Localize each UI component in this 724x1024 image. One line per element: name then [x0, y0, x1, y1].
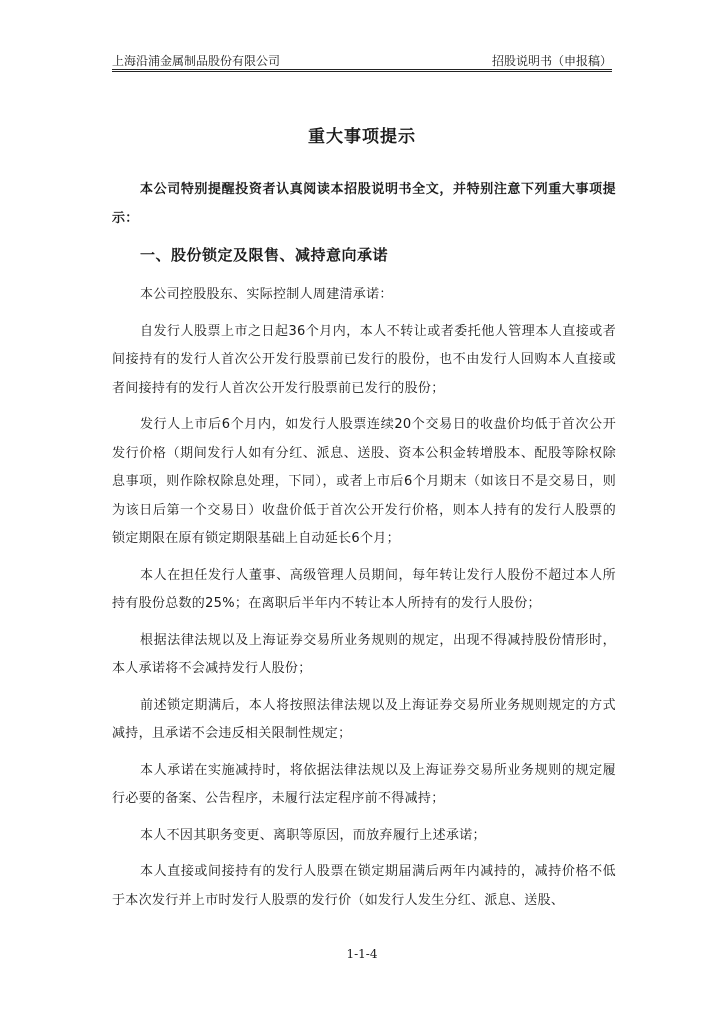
page-header [112, 52, 612, 70]
page-number: 1-1-4 [346, 947, 378, 961]
document-body [112, 176, 616, 923]
body-paragraph: 本人承诺在实施减持时，将依据法律法规以及上海证券交易所业务规则的规定履行必要的备案、公告程序，未履行法定程序前不得减持； [112, 762, 616, 806]
header-divider-secondary [112, 71, 612, 72]
header-company-name: 上海沿浦金属制品股份有限公司 [112, 54, 281, 68]
body-paragraph: 本人在担任发行人董事、高级管理人员期间，每年转让发行人股份不超过本人所持有股份总数的25%；在离职后半年内不转让本人所持有的发行人股份； [112, 567, 616, 611]
section-heading: 一、股份锁定及限售、减持意向承诺 [140, 246, 389, 264]
header-divider [112, 69, 612, 70]
body-paragraph: 根据法律法规以及上海证券交易所业务规则的规定，出现不得减持股份情形时，本人承诺将不会减持发行人股份； [112, 632, 616, 676]
body-paragraph: 自发行人股票上市之日起36个月内，本人不转让或者委托他人管理本人直接或者间接持有的发行人首次公开发行股票前已发行的股份，也不由发行人回购本人直接或者间接持有的发行人首次公开发行股票前已发行的股份； [112, 323, 616, 396]
body-paragraph: 本人不因其职务变更、离职等原因，而放弃履行上述承诺； [140, 827, 486, 843]
body-paragraph: 前述锁定期满后，本人将按照法律法规以及上海证券交易所业务规则规定的方式减持，且承诺不会违反相关限制性规定； [112, 697, 616, 741]
body-paragraph: 本人直接或间接持有的发行人股票在锁定期届满后两年内减持的，减持价格不低于本次发行并上市时发行人股票的发行价（如发行人发生分红、派息、送股、 [112, 864, 616, 908]
body-paragraph: 本公司控股股东、实际控制人周建清承诺： [140, 287, 393, 302]
page-title: 重大事项提示 [308, 127, 416, 147]
body-paragraph: 发行人上市后6个月内，如发行人股票连续20个交易日的收盘价均低于首次公开发行价格（期间发行人如有分红、派息、送股、资本公积金转增股本、配股等除权除息事项，则作除权除息处理，下同），或者上市后6个月期末（如该日不是交易日，则为该日后第一个交易日）收盘价低于首次公开发行价格，则本人持有的发行人股票的锁定期限在原有锁定期限基础上自动延长6个月； [112, 417, 616, 546]
header-document-type: 招股说明书（申报稿） [491, 54, 612, 68]
intro-paragraph: 本公司特别提醒投资者认真阅读本招股说明书全文，并特别注意下列重大事项提示： [112, 182, 616, 226]
